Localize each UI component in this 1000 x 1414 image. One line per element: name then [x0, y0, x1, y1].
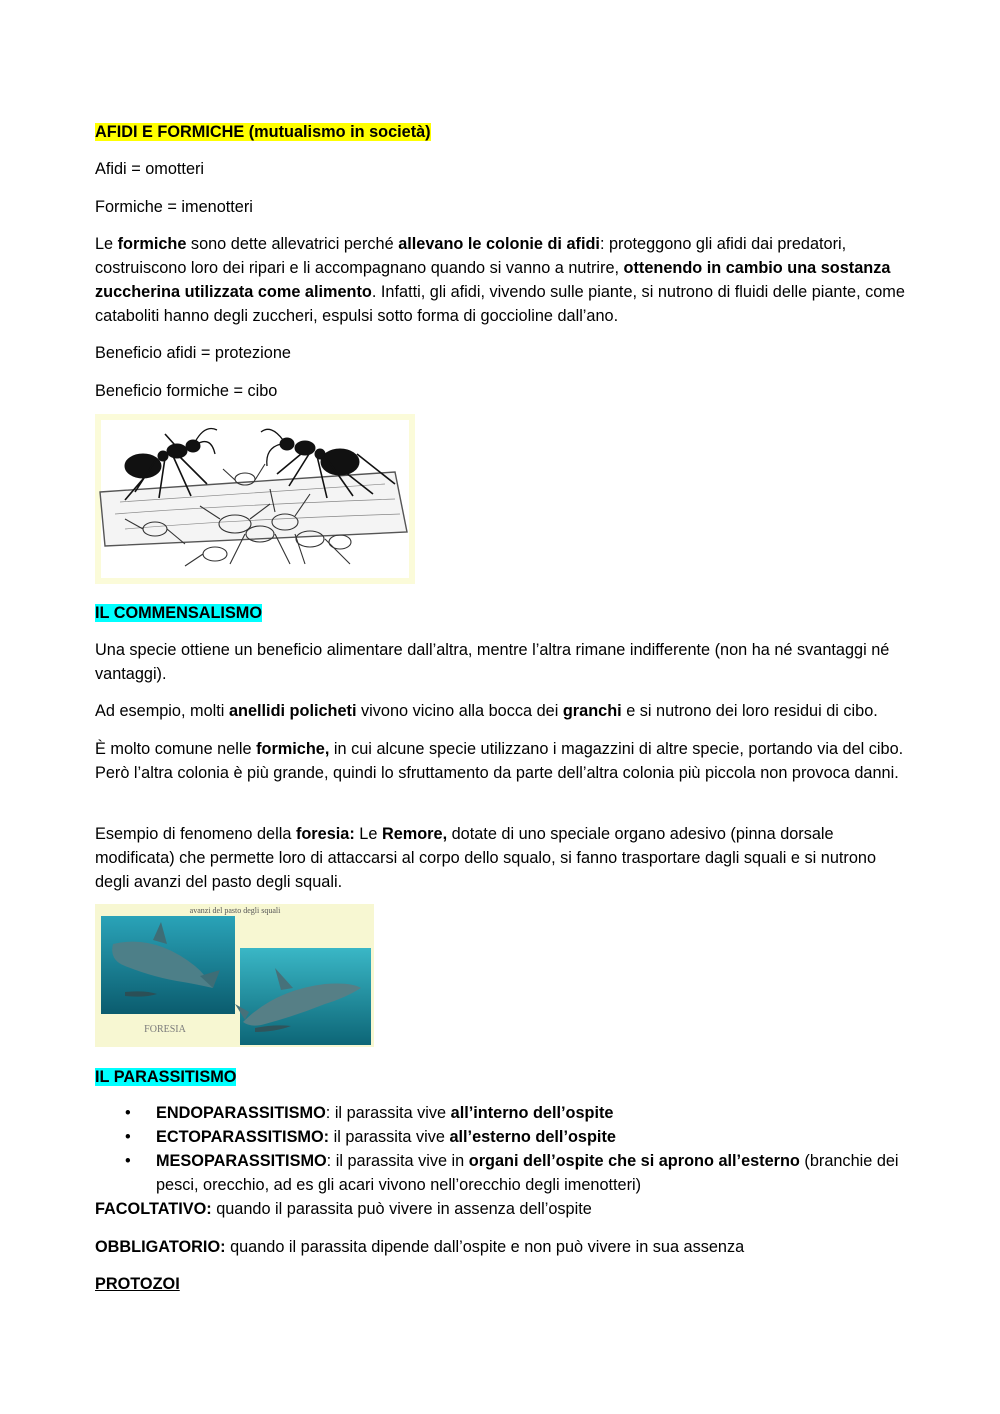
benefit-afidi: Beneficio afidi = protezione	[95, 344, 291, 362]
section-title-protozoi: PROTOZOI	[95, 1275, 180, 1293]
paragraph-foresia: Esempio di fenomeno della foresia: Le Remore, dotate di uno speciale organo adesivo (pinna dorsale modificata) che permette loro di attaccarsi al corpo dello squalo, si fanno trasportare dagli squali e si nutrono degli avanzi del pasto degli squali.	[95, 825, 877, 891]
line-afidi: Afidi = omotteri	[95, 160, 205, 178]
bullet-icon: •	[125, 1152, 131, 1170]
paragraph-afidi-formiche: Le formiche sono dette allevatrici perché allevano le colonie di afidi: proteggono gli afidi dai predatori, costruiscono loro dei ripari e li accompagnano quando si vanno a nutrire, ottenendo in cambio una sostanza zuccherina utilizzata come alimento. Infatti, gli afidi, vivendo sulle piante, si nutrono di fluidi delle piante, come cataboliti hanno degli zuccheri, espulsi sotto forma di goccioline dall’ano.	[95, 235, 905, 325]
section-title-parassitismo: IL PARASSITISMO	[95, 1068, 237, 1086]
bullet-icon: •	[125, 1128, 131, 1146]
paragraph-facoltativo: FACOLTATIVO: quando il parassita può vivere in assenza dell’ospite	[95, 1200, 592, 1218]
paragraph-anellidi: Ad esempio, molti anellidi policheti vivono vicino alla bocca dei granchi e si nutrono dei loro residui di cibo.	[95, 702, 878, 720]
ants-aphids-illustration	[95, 414, 415, 584]
list-item-mesoparassitismo: • MESOPARASSITISMO: il parassita vive in organi dell’ospite che si aprono all’esterno (branchie dei pesci, orecchio, ad es gli acari vivono nell’orecchio degli imenotteri)	[95, 1149, 910, 1197]
bullet-icon: •	[125, 1104, 131, 1122]
paragraph-formiche-magazzini: È molto comune nelle formiche, in cui alcune specie utilizzano i magazzini di altre specie, portando via del cibo. Però l’altra colonia è più grande, quindi lo sfruttamento da parte dell’altra colonia più piccola non provoca danni.	[95, 740, 904, 782]
benefit-formiche: Beneficio formiche = cibo	[95, 382, 278, 400]
paragraph-commensalismo-def: Una specie ottiene un beneficio alimentare dall’altra, mentre l’altra rimane indifferente (non ha né svantaggi né vantaggi).	[95, 641, 890, 683]
section-title-commensalismo: IL COMMENSALISMO	[95, 604, 263, 622]
list-item-endoparassitismo: • ENDOPARASSITISMO: il parassita vive all’interno dell’ospite	[95, 1101, 910, 1125]
section-title-afidi: AFIDI E FORMICHE (mutualismo in società)	[95, 123, 431, 141]
list-item-ectoparassitismo: • ECTOPARASSITISMO: il parassita vive all’esterno dell’ospite	[95, 1125, 910, 1149]
figure-caption-top: avanzi del pasto degli squali	[189, 906, 281, 915]
parassitismo-types-list	[95, 1101, 910, 1197]
foresia-sharks-figure	[95, 904, 374, 1047]
line-formiche: Formiche = imenotteri	[95, 198, 253, 216]
paragraph-obbligatorio: OBBLIGATORIO: quando il parassita dipende dall’ospite e non può vivere in sua assenza	[95, 1238, 745, 1256]
figure-caption-foresia: FORESIA	[144, 1024, 186, 1035]
